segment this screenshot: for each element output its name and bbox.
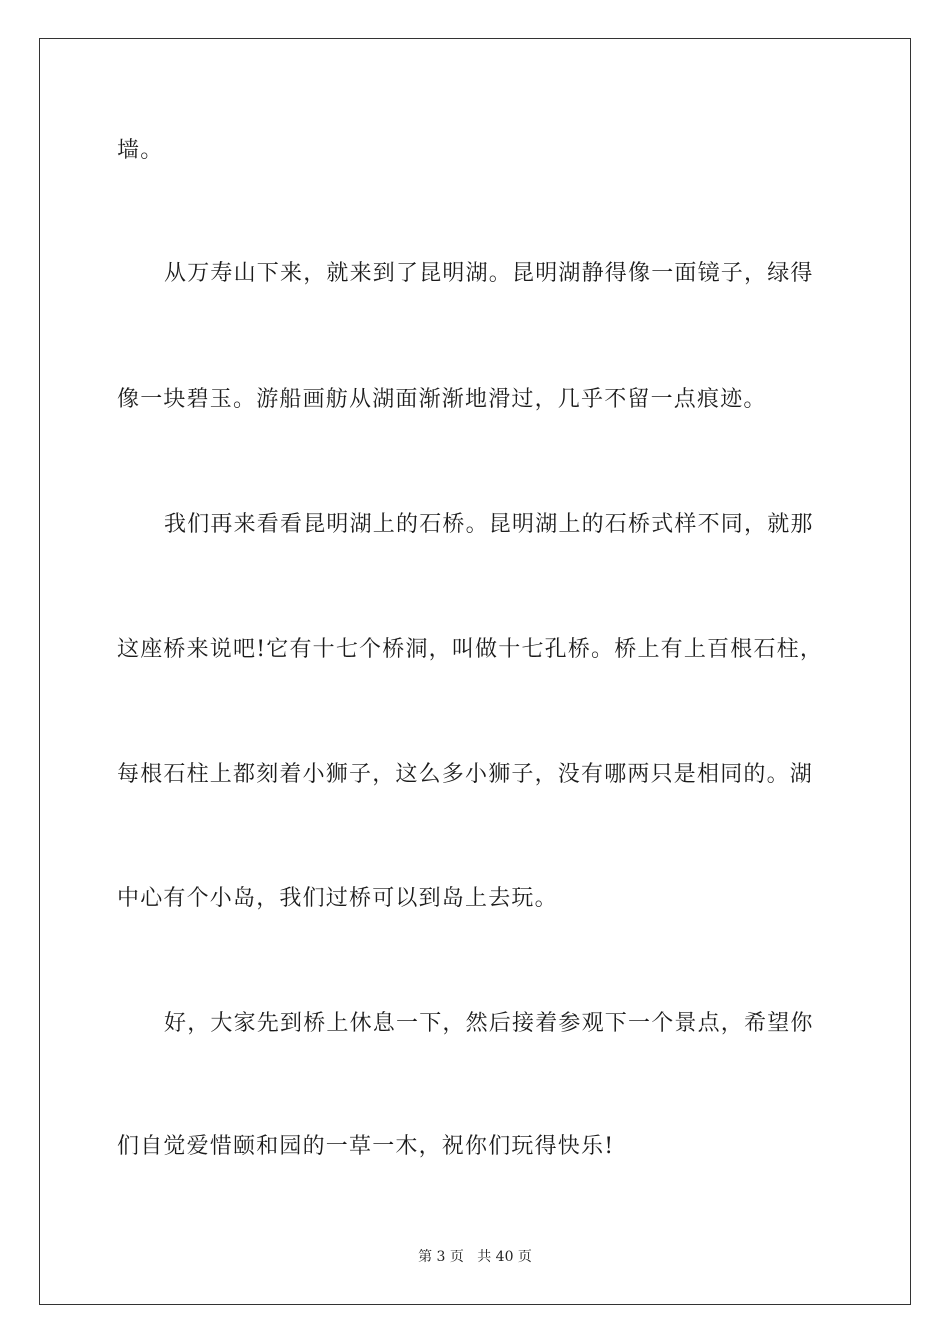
text-line: 每根石柱上都刻着小狮子，这么多小狮子，没有哪两只是相同的。湖	[117, 762, 814, 787]
page-border	[39, 38, 911, 1305]
paragraph-start-line: 好，大家先到桥上休息一下，然后接着参观下一个景点，希望你	[164, 1011, 814, 1036]
page-number-footer: 第 3 页 共 40 页	[418, 1249, 532, 1265]
text-line: 们自觉爱惜颐和园的一草一木，祝你们玩得快乐!	[117, 1134, 615, 1159]
text-line: 像一块碧玉。游船画舫从湖面渐渐地滑过，几乎不留一点痕迹。	[117, 387, 767, 412]
text-line: 墙。	[117, 138, 164, 163]
text-line: 这座桥来说吧!它有十七个桥洞，叫做十七孔桥。桥上有上百根石柱，	[117, 637, 824, 662]
paragraph-start-line: 从万寿山下来，就来到了昆明湖。昆明湖静得像一面镜子，绿得	[164, 261, 814, 286]
text-line: 中心有个小岛，我们过桥可以到岛上去玩。	[117, 886, 558, 911]
paragraph-start-line: 我们再来看看昆明湖上的石桥。昆明湖上的石桥式样不同，就那	[164, 512, 814, 537]
